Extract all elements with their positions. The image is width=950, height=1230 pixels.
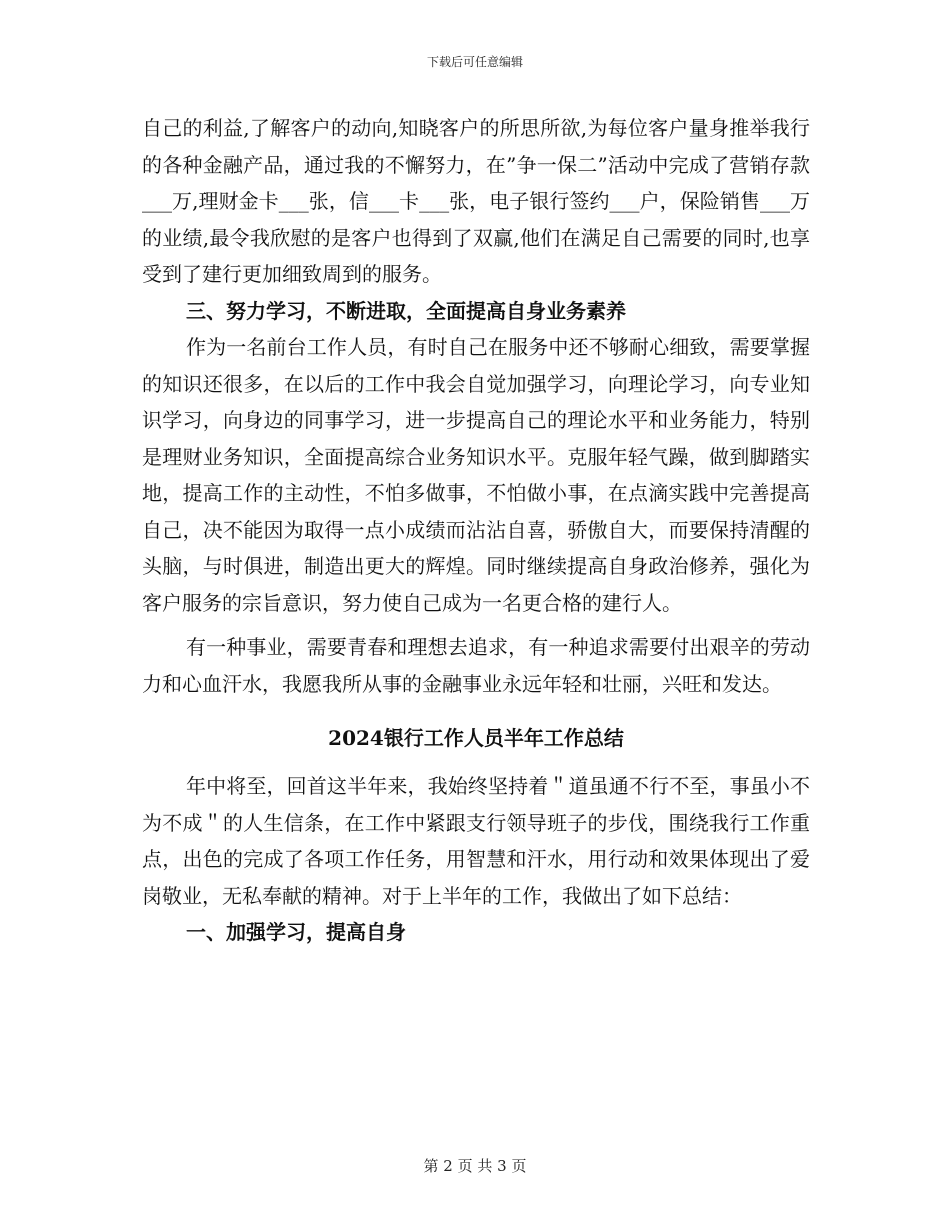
document-body bbox=[142, 110, 810, 951]
page-footer: 第 2 页 共 3 页 bbox=[423, 1157, 527, 1175]
page-header: 下载后可任意编辑 bbox=[426, 55, 523, 69]
paragraph-closing: 有一种事业，需要青春和理想去追求，有一种追求需要付出艰辛的劳动力和心血汗水，我愿我所从事的金融事业永远年轻和壮丽，兴旺和发达。 bbox=[142, 635, 810, 696]
paragraph-customer-service: 自己的利益,了解客户的动向,知晓客户的所思所欲,为每位客户量身推举我行的各种金融产品，通过我的不懈努力，在”争一保二”活动中完成了营销存款___万,理财金卡___张，信___卡___张，电子银行签约___户，保险销售___万的业绩,最令我欣慰的是客户也得到了双赢,他们在满足自己需要的同时,也享受到了建行更加细致周到的服务。 bbox=[142, 116, 810, 286]
section-heading-one: 一、加强学习，提高自身 bbox=[186, 920, 406, 944]
paragraph-intro: 年中将至，回首这半年来，我始终坚持着＂道虽通不行不至，事虽小不为不成＂的人生信条，在工作中紧跟支行领导班子的步伐，围绕我行工作重点，出色的完成了各项工作任务，用智慧和汗水，用行动和效果体现出了爱岗敬业，无私奉献的精神。对于上半年的工作，我做出了如下总结： bbox=[142, 774, 810, 908]
section-heading-three: 三、努力学习，不断进取，全面提高自身业务素养 bbox=[186, 298, 626, 323]
paragraph-learning: 作为一名前台工作人员，有时自己在服务中还不够耐心细致，需要掌握的知识还很多，在以后的工作中我会自觉加强学习，向理论学习，向专业知识学习，向身边的同事学习，进一步提高自己的理论水平和业务能力，特别是理财业务知识，全面提高综合业务知识水平。克服年轻气躁，做到脚踏实地，提高工作的主动性，不怕多做事，不怕做小事，在点滴实践中完善提高自己，决不能因为取得一点小成绩而沾沾自喜，骄傲自大，而要保持清醒的头脑，与时俱进，制造出更大的辉煌。同时继续提高自身政治修养，强化为客户服务的宗旨意识，努力使自己成为一名更合格的建行人。 bbox=[142, 335, 810, 615]
document-title: 2024银行工作人员半年工作总结 bbox=[328, 726, 624, 750]
